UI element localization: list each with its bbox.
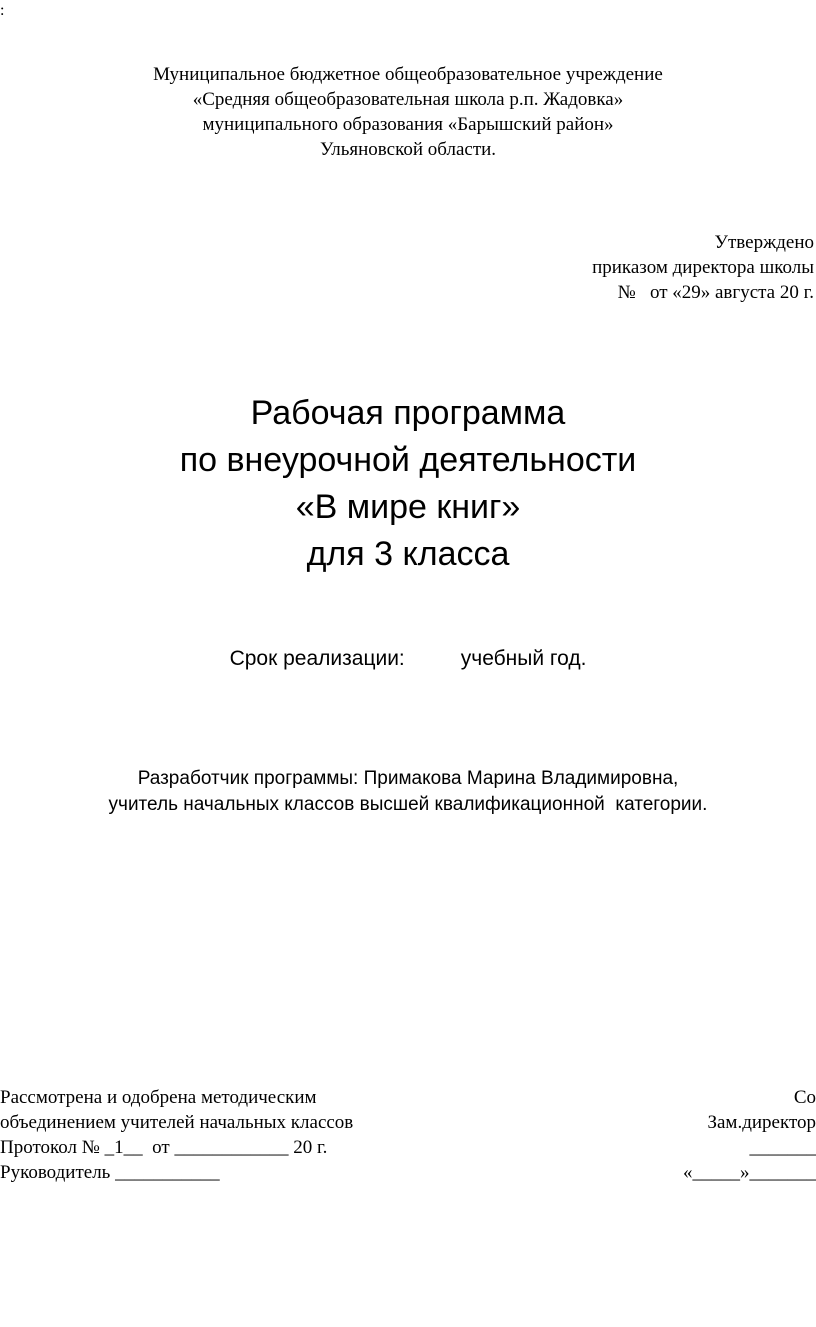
title-line-2: по внеурочной деятельности: [179, 441, 637, 479]
approval-line-3: № от «29» августа 20 г.: [617, 282, 814, 303]
term-label: Срок реализации:: [229, 647, 405, 670]
corner-mark: :: [0, 2, 5, 19]
agreed-block: [683, 1085, 816, 1185]
developer-block: [0, 766, 816, 818]
header-line-1: Муниципальное бюджетное общеобразовательное учреждение: [153, 64, 663, 85]
developer-line-2: учитель начальных классов высшей квалификационной категории.: [108, 794, 708, 815]
school-header: [0, 62, 816, 162]
header-line-2: «Средняя общеобразовательная школа р.п. Жадовка»: [192, 89, 624, 110]
implementation-term: [0, 645, 816, 673]
developer-line-1: Разработчик программы: Примакова Марина Владимировна,: [137, 768, 679, 789]
title-line-4: для 3 класса: [306, 535, 510, 573]
header-line-4: Ульяновской области.: [319, 139, 497, 160]
title-line-3: «В мире книг»: [295, 488, 521, 526]
agreed-line-1: Со: [793, 1087, 816, 1108]
review-block: [0, 1085, 353, 1185]
agreed-line-4: «_____»_______: [683, 1162, 816, 1183]
approval-line-2: приказом директора школы: [592, 257, 814, 278]
review-line-1: Рассмотрена и одобрена методическим: [0, 1087, 317, 1108]
agreed-line-2: Зам.директор: [707, 1112, 816, 1133]
review-line-3: Протокол № _1__ от ____________ 20 г.: [0, 1137, 328, 1158]
review-line-4: Руководитель ___________: [0, 1162, 220, 1183]
term-value: учебный год.: [460, 647, 587, 670]
header-line-3: муниципального образования «Барышский район»: [202, 114, 614, 135]
agreed-line-3: _______: [749, 1137, 816, 1158]
review-line-2: объединением учителей начальных классов: [0, 1112, 354, 1133]
document-title: [0, 390, 816, 578]
approval-block: [592, 230, 814, 305]
title-line-1: Рабочая программа: [250, 394, 566, 432]
approval-line-1: Утверждено: [714, 232, 814, 253]
